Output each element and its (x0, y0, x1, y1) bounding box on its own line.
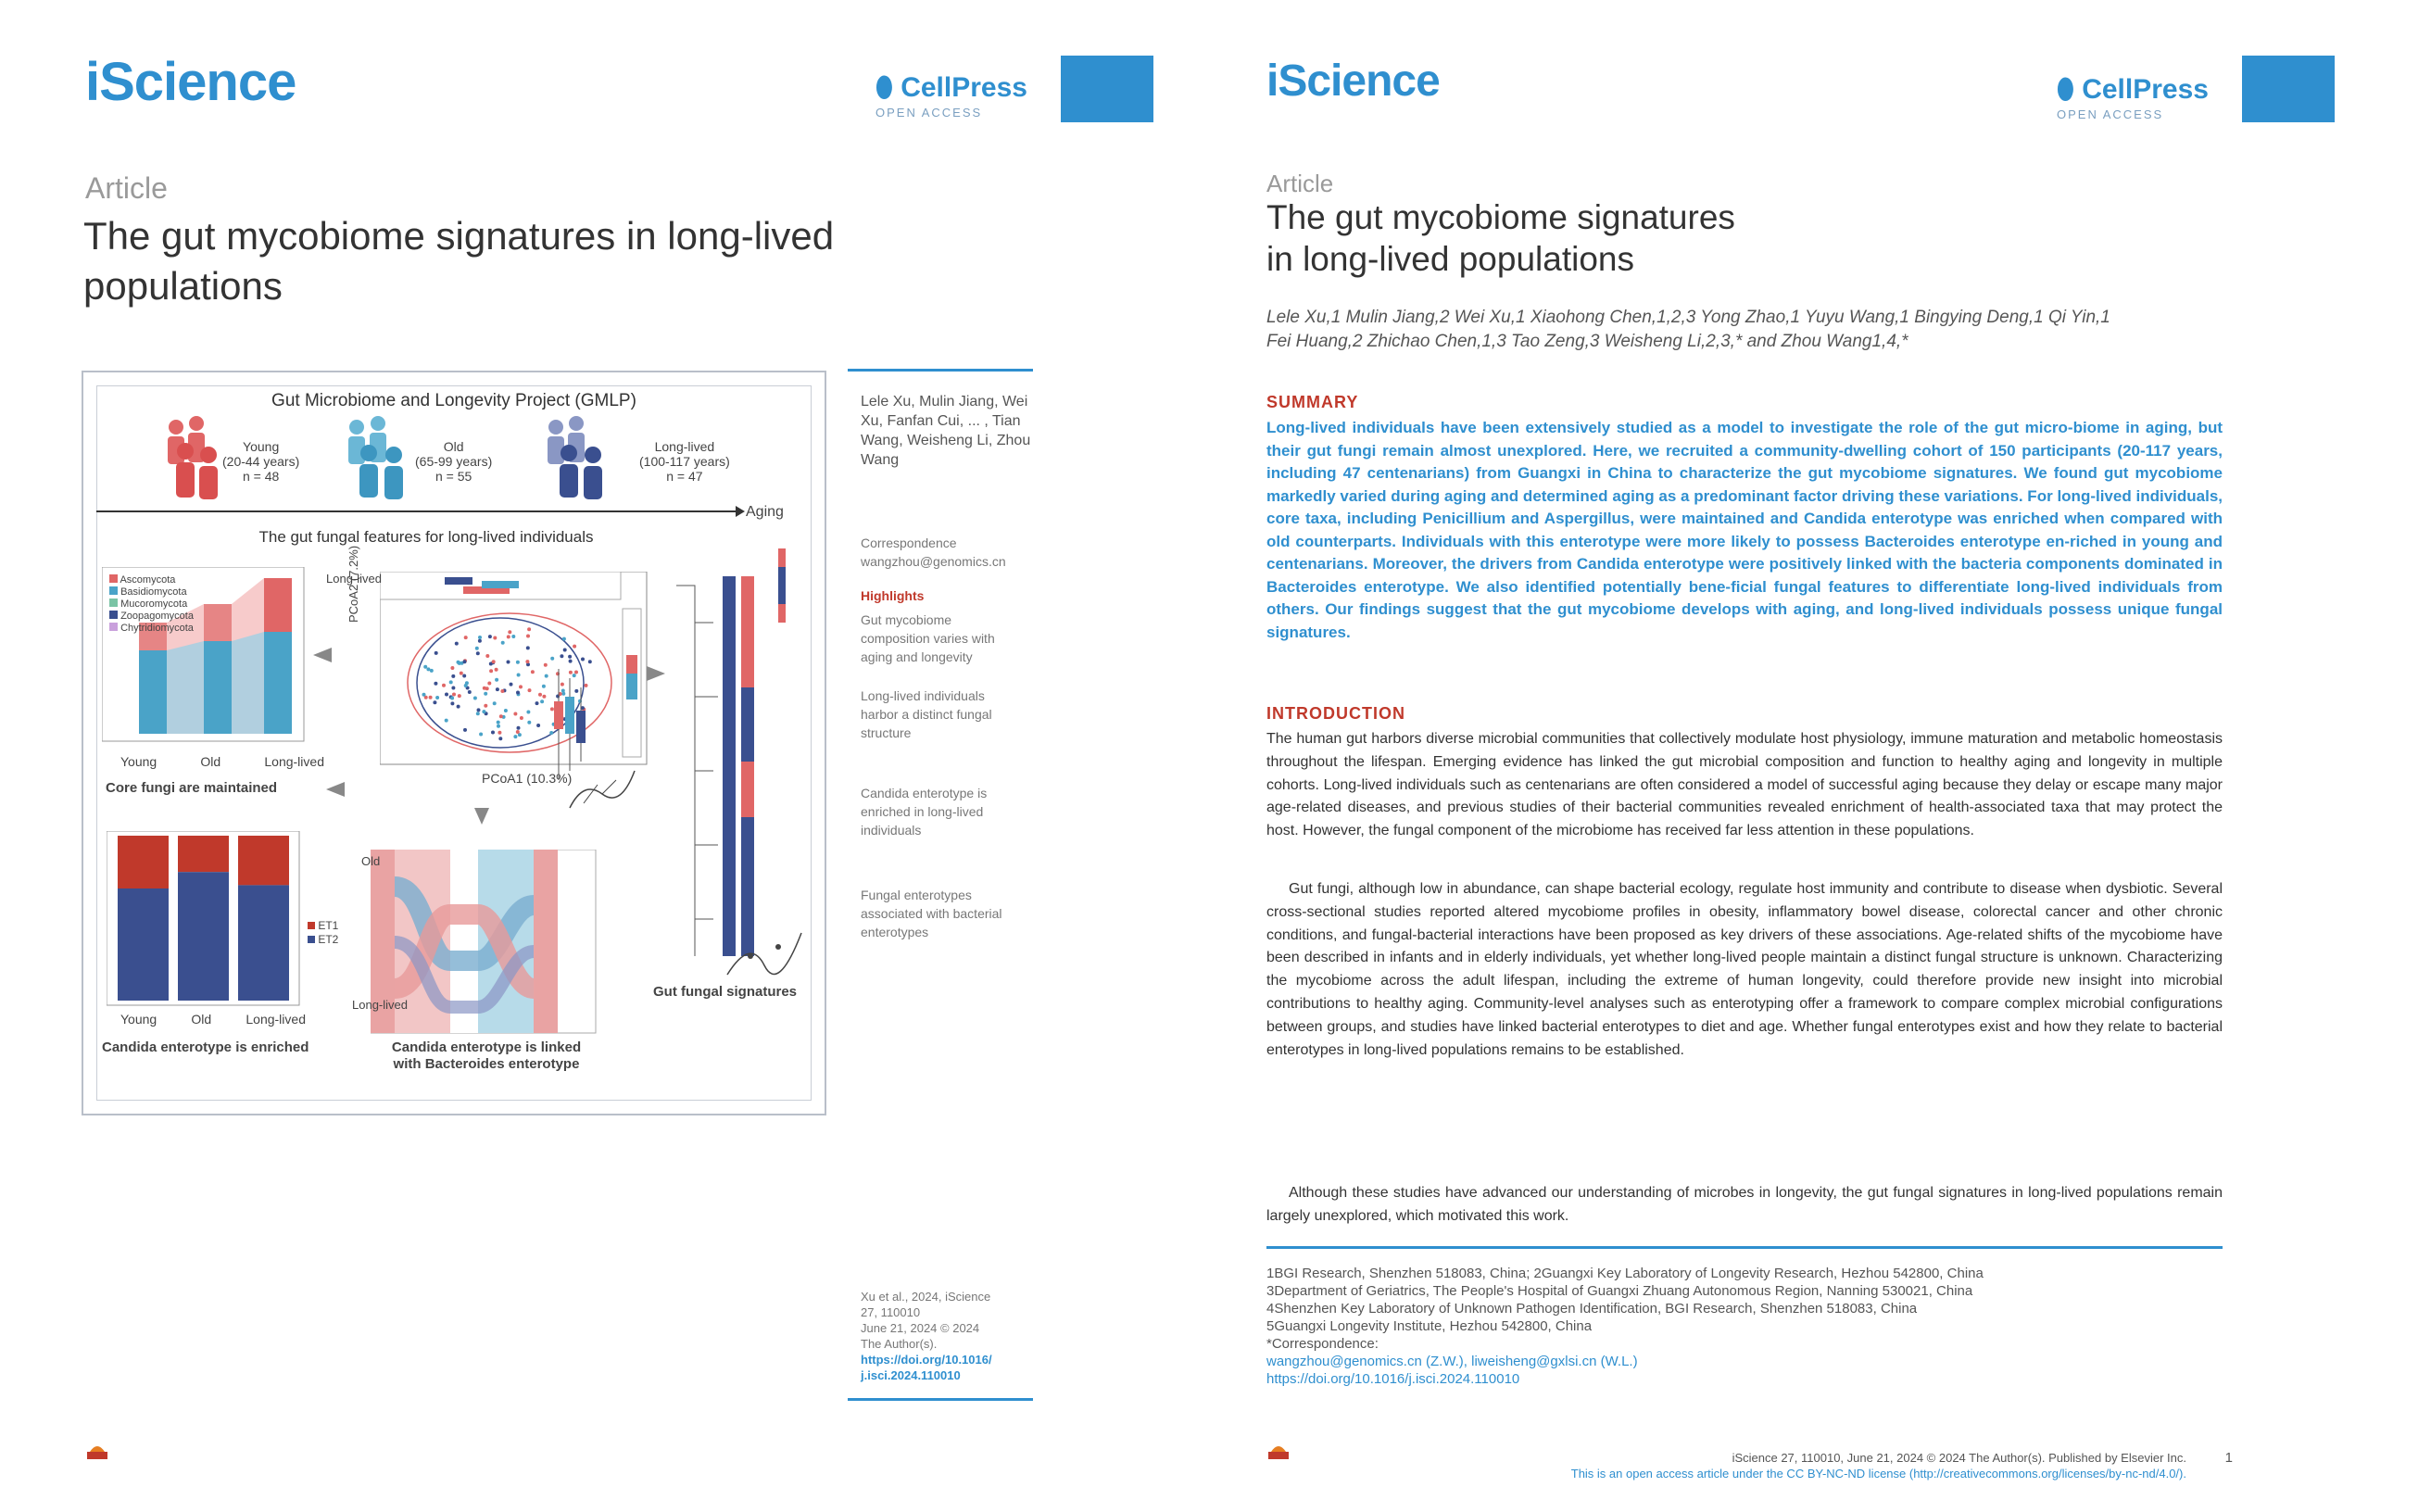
pcoa-point (542, 695, 546, 699)
pcoa-point (526, 646, 530, 649)
arrow-down-icon (472, 808, 491, 836)
pcoa-point (516, 661, 520, 664)
footnote-rule (1266, 1246, 2223, 1249)
pcoa-point (527, 721, 531, 724)
arrow-icon (313, 646, 341, 664)
intro-paragraph-1: The human gut harbors diverse microbial communities that collectively modulate host physiology, immune maturation and metabolic homeostasis throughout the lifespan. Emerging evidence has linked the gut microbial composition and function to healthy aging and longevity in multiple cohorts. Long-lived individuals such as centenarians are often considered a model of successful aging because they delay or escape many major age-related diseases, and previous studies of their bacterial communities revealed enrichment of health-associated taxa that may protect the host. However, the fungal component of the microbiome has received far less attention in these populations. (1266, 731, 2223, 839)
pcoa-point (464, 636, 468, 639)
pcoa-point (489, 669, 493, 673)
license-link[interactable]: This is an open access article under the CC BY-NC-ND license (http://creativecommons.org/licenses/by-nc-nd/4.0/). (1570, 1467, 2186, 1480)
pcoa-point (485, 687, 489, 690)
long-lived-group-icon (548, 416, 602, 499)
young-group-label: Young (20-44 years) n = 48 (222, 439, 300, 484)
pcoa-point (473, 697, 477, 700)
title-line-2: populations (83, 264, 283, 308)
pcoa-point (519, 685, 523, 688)
pcoa-point (507, 635, 510, 638)
panel3-axis: Young Old Long-lived (120, 1012, 306, 1027)
elsevier-logo-icon (1266, 1441, 1291, 1461)
pcoa-point (588, 660, 592, 663)
pcoa-point (517, 674, 521, 677)
article-sidebar (848, 369, 1033, 1401)
pcoa-point (573, 645, 576, 649)
old-group-label: Old (65-99 years) n = 55 (415, 439, 493, 484)
correspondence-emails[interactable]: wangzhou@genomics.cn (Z.W.), liweisheng@gxlsi.cn (W.L.) (1266, 1354, 1638, 1369)
pcoa-point (450, 666, 454, 670)
introduction-heading: INTRODUCTION (1266, 704, 1405, 723)
enterotype-bar-et1 (238, 836, 289, 885)
pcoa-point (498, 731, 501, 735)
pcoa-point (520, 716, 523, 720)
pcoa-point (495, 668, 498, 672)
pcoa-point (516, 691, 520, 695)
pcoa-point (491, 731, 495, 735)
title-line-1: The gut mycobiome signatures (1266, 198, 1735, 236)
pcoa-point (464, 684, 468, 687)
tree-caption: Gut fungal signatures (653, 984, 798, 1000)
enterotype-bar-et2 (238, 885, 289, 1001)
pcoa-y-label: PCoA2 (7.2%) (346, 545, 360, 623)
enterotype-bar-et1 (118, 836, 169, 888)
pcoa-point (455, 642, 459, 646)
pcoa-point (526, 635, 530, 638)
journal-logo: iScience (85, 52, 296, 112)
pcoa-point (429, 696, 433, 699)
author-list: Lele Xu,1 Mulin Jiang,2 Wei Xu,1 Xiaohong Chen,1,2,3 Yong Zhao,1 Yuyu Wang,1 Bingying Deng,1 Qi Yin,1 Fei Huang,2 Zhichao Chen,1,3 Tao Zeng,3 Weisheng Li,2,3,* and Zhou Wang1,4,* (1266, 308, 2110, 351)
pcoa-point (568, 655, 572, 659)
pcoa-point (528, 688, 532, 692)
enterotype-bar-chart (107, 831, 301, 1007)
pcoa-point (450, 697, 454, 700)
pcoa-point (484, 692, 487, 696)
open-access-label: OPEN ACCESS (875, 106, 983, 120)
pcoa-point (482, 710, 485, 713)
sidebar-citation: Xu et al., 2024, iScience 27, 110010 June 21, 2024 © 2024 The Author(s). https://doi.org/10.1016/ j.isci.2024.110010 (861, 1289, 1027, 1383)
pcoa-point (484, 704, 487, 708)
correspondence-email[interactable]: wangzhou@genomics.cn (861, 554, 1006, 569)
pcoa-point (507, 661, 510, 664)
pcoa-point (479, 733, 483, 737)
highlights-heading: Highlights (861, 588, 925, 603)
pcoa-point (478, 639, 482, 643)
pcoa-point (477, 708, 481, 712)
arrow-icon (326, 780, 354, 799)
panel3-caption: Candida enterotype is enriched (102, 1040, 309, 1055)
elsevier-logo-icon (85, 1441, 109, 1461)
journal-color-tab (1061, 56, 1153, 122)
aging-arrow (96, 502, 745, 521)
pcoa-point (525, 660, 529, 663)
pcoa-point (542, 685, 546, 688)
pcoa-point (468, 690, 472, 694)
page-footer: iScience 27, 110010, June 21, 2024 © 2024 The Author(s). Published by Elsevier Inc. This is an open access article under the CC BY-NC-ND license (http://creativecommons.org/licenses/by-nc-nd/4.0/). (1510, 1450, 2186, 1481)
ga-header: Gut Microbiome and Longevity Project (GMLP) (271, 391, 636, 410)
intro-paragraph-3: Although these studies have advanced our understanding of microbes in longevity, the gut fungal signatures in long-lived populations remain largely unexplored, which motivated this work. (1266, 1185, 2223, 1224)
pcoa-point (422, 693, 426, 697)
pcoa-point (493, 636, 497, 640)
summary-heading: SUMMARY (1266, 393, 1359, 411)
sidebar-authors: Lele Xu, Mulin Jiang, Wei Xu, Fanfan Cui, ... , Tian Wang, Weisheng Li, Zhou Wang (861, 394, 1031, 468)
sankey-label-old: Old (361, 854, 381, 868)
pcoa-point (510, 683, 513, 687)
pcoa-point (517, 726, 521, 730)
page-number: 1 (2224, 1450, 2233, 1466)
pcoa-point (462, 674, 466, 678)
pcoa-point (495, 678, 498, 682)
pcoa-point (460, 672, 463, 675)
phylum-legend (109, 574, 194, 635)
pcoa-point (452, 693, 456, 697)
journal-logo: iScience (1266, 57, 1440, 106)
publisher-name: CellPress (901, 72, 1027, 103)
legend-item: Basidiomycota (109, 586, 194, 598)
cellpress-icon: ⬮ (875, 72, 893, 103)
pcoa-point (442, 684, 446, 687)
pcoa-point (500, 689, 504, 693)
old-group-icon (348, 416, 403, 499)
pcoa-point (445, 719, 448, 723)
doi-link[interactable]: https://doi.org/10.1016/j.isci.2024.110010 (1266, 1371, 1520, 1387)
pcoa-point (496, 687, 499, 691)
publisher-logo (2057, 74, 2209, 121)
legend-item: Ascomycota (109, 574, 194, 586)
panel1-caption: Core fungi are maintained (106, 780, 278, 796)
pcoa-point (451, 674, 455, 678)
pcoa-point (560, 654, 563, 658)
graphical-abstract (82, 371, 826, 1115)
pcoa-point (476, 651, 480, 655)
pcoa-point (540, 699, 544, 703)
pcoa-point (435, 696, 439, 699)
pcoa-point (545, 674, 548, 678)
pcoa-point (508, 630, 511, 634)
enterotype-bar-et2 (118, 888, 169, 1001)
pcoa-point (513, 735, 517, 738)
highlight-item: Long-lived individuals harbor a distinct fungal structure (861, 688, 992, 740)
pcoa-point (475, 647, 479, 650)
fungus-spore-icon (723, 928, 806, 984)
doi-link[interactable]: https://doi.org/10.1016/ (861, 1353, 992, 1367)
publisher-name: CellPress (2082, 74, 2209, 105)
cellpress-icon: ⬮ (2057, 74, 2074, 105)
pcoa-point (426, 667, 430, 671)
young-group-icon (168, 416, 218, 499)
pcoa-point (457, 705, 460, 709)
article-title (1266, 196, 1735, 280)
affiliation-footnotes: 1BGI Research, Shenzhen 518083, China; 2Guangxi Key Laboratory of Longevity Research, Hezhou 542800, China 3Department of Geriatrics, The People's Hospital of Guangxi Zhuang Autonomous Region, Nanning 530021, China 4Shenzhen Key Laboratory of Unknown Pathogen Identification, BGI Research, Shenzhen 518083, China 5Guangxi Longevity Institute, Hezhou 542800, China *Correspondence: wangzhou@genomics.cn (Z.W.), liweisheng@gxlsi.cn (W.L.) https://doi.org/10.1016/j.isci.2024.110010 (1266, 1265, 2230, 1388)
pcoa-point (434, 682, 437, 686)
pcoa-point (535, 701, 539, 705)
sankey-caption: Candida enterotype is linked with Bacteroides enterotype (391, 1040, 582, 1072)
highlight-item: Candida enterotype is enriched in long-lived individuals (861, 786, 988, 838)
pcoa-point (476, 712, 480, 715)
enterotype-bar-et1 (178, 836, 229, 872)
pcoa-point (499, 714, 503, 718)
pcoa-x-label: PCoA1 (10.3%) (482, 771, 573, 786)
pcoa-point (463, 728, 467, 732)
pcoa-point (458, 694, 461, 698)
pcoa-point (562, 637, 566, 641)
title-line-1: The gut mycobiome signatures in long-lived (83, 214, 835, 258)
pcoa-point (445, 693, 448, 697)
pcoa-point (457, 661, 460, 664)
pcoa-point (563, 649, 567, 652)
pcoa-point (527, 627, 531, 631)
pcoa-point (423, 665, 427, 669)
long-lived-group-label: Long-lived (100-117 years) n = 47 (639, 439, 730, 484)
pcoa-point (492, 660, 496, 663)
pcoa-point (504, 709, 508, 712)
fungus-hyphae-icon (565, 762, 639, 817)
pcoa-point (513, 712, 517, 716)
pcoa-point (435, 651, 438, 655)
article-title (83, 211, 834, 311)
legend-item: Mucoromycota (109, 598, 194, 611)
fungal-signature-heatmap (667, 548, 825, 975)
pcoa-point (487, 682, 491, 686)
pcoa-plot (380, 572, 649, 766)
pcoa-point (516, 730, 520, 734)
journal-color-tab (2242, 56, 2335, 122)
pcoa-point (493, 701, 497, 705)
article-label: Article (1266, 170, 1334, 197)
sankey-label-long: Long-lived (352, 998, 408, 1012)
pcoa-point (451, 687, 455, 690)
pcoa-point (538, 693, 542, 697)
highlight-item: Fungal enterotypes associated with bacterial enterotypes (861, 888, 1002, 939)
pcoa-point (536, 724, 540, 727)
pcoa-point (430, 669, 434, 673)
pcoa-point (488, 635, 492, 638)
enterotype-legend: ET1 ET2 (308, 919, 338, 947)
pcoa-point (478, 636, 482, 639)
right-page (1204, 0, 2431, 1512)
highlight-item: Gut mycobiome composition varies with aging and longevity (861, 612, 995, 664)
publisher-logo (875, 72, 1027, 120)
pcoa-point (531, 670, 535, 674)
doi-link[interactable]: j.isci.2024.110010 (861, 1368, 961, 1382)
sidebar-correspondence: Correspondence wangzhou@genomics.cn (861, 536, 1006, 569)
pcoa-point (485, 654, 489, 658)
ga-subtitle: The gut fungal features for long-lived individuals (258, 528, 594, 546)
left-page (0, 0, 1195, 1512)
pcoa-point (450, 701, 454, 705)
pcoa-point (526, 711, 530, 714)
pcoa-point (463, 660, 467, 663)
pcoa-point (433, 700, 436, 704)
summary-text: Long-lived individuals have been extensively studied as a model to investigate the role of the gut micro-biome in aging, but their gut fungi remain almost unexplored. Here, we recruited a community-dwelling cohort of 150 participants (20-117 years, including 47 centenarians) from Guangxi in China to characterize the gut mycobiome signatures. We found gut mycobiome markedly varied during aging and determined aging as a predominant factor driving these variations. For long-lived individuals, core taxa, including Penicillium and Aspergillus, were maintained and Candida enterotype was enriched when compared with old counterparts. Individuals with this enterotype were more likely to possess Bacteroides enterotype en-riched in young and centenarians. Moreover, the drivers from Candida enterotype were positively linked with the bacteria components dominated in Bacteroides enterotype. We also identified potentially bene-ficial fungal features to differentiate long-lived individuals from others. Our findings suggest that the gut mycobiome develops with aging, and long-lived individuals possess unique fungal signatures. (1266, 419, 2223, 641)
open-access-label: OPEN ACCESS (2057, 107, 2164, 121)
pcoa-point (497, 724, 500, 728)
enterotype-bar-et2 (178, 872, 229, 1001)
pcoa-point (544, 663, 548, 667)
legend-item: Zoopagomycota (109, 611, 194, 623)
pcoa-point (498, 737, 502, 740)
pcoa-point (501, 641, 505, 645)
pcoa-point (449, 680, 453, 684)
lefse-label: Long-lived (326, 572, 382, 586)
legend-item: Chytridiomycota (109, 623, 194, 635)
panel1-axis: Young Old Long-lived (120, 754, 324, 769)
pcoa-point (497, 721, 500, 724)
article-label: Article (85, 171, 168, 205)
pcoa-point (511, 635, 515, 638)
intro-paragraph-2: Gut fungi, although low in abundance, can shape bacterial ecology, regulate host immunity and contribute to disease when dysbiotic. Several cross-sectional studies reported altered mycobiome profiles in obesity, inflammatory bowel disease, colorectal cancer and other chronic conditions, and fungal-bacterial interactions have been proposed as key drivers of these associations. Age-related shifts of the mycobiome have been described in infants and in elderly individuals, yet whether long-lived people maintain a distinct fungal structure is unknown. Characterizing the mycobiome across the adult lifespan, including the extreme of human longevity, could therefore provide new insight into microbial contributions to healthy aging. Community-level analyses such as enterotyping offer a framework to compare complex microbial configurations between groups, and studies have linked bacterial enterotypes to diet and age. Whether fungal enterotypes exist and how they relate to bacterial enterotypes in long-lived populations remains to be established. (1266, 881, 2223, 1058)
aging-label: Aging (746, 504, 784, 520)
title-line-2: in long-lived populations (1266, 240, 1634, 278)
